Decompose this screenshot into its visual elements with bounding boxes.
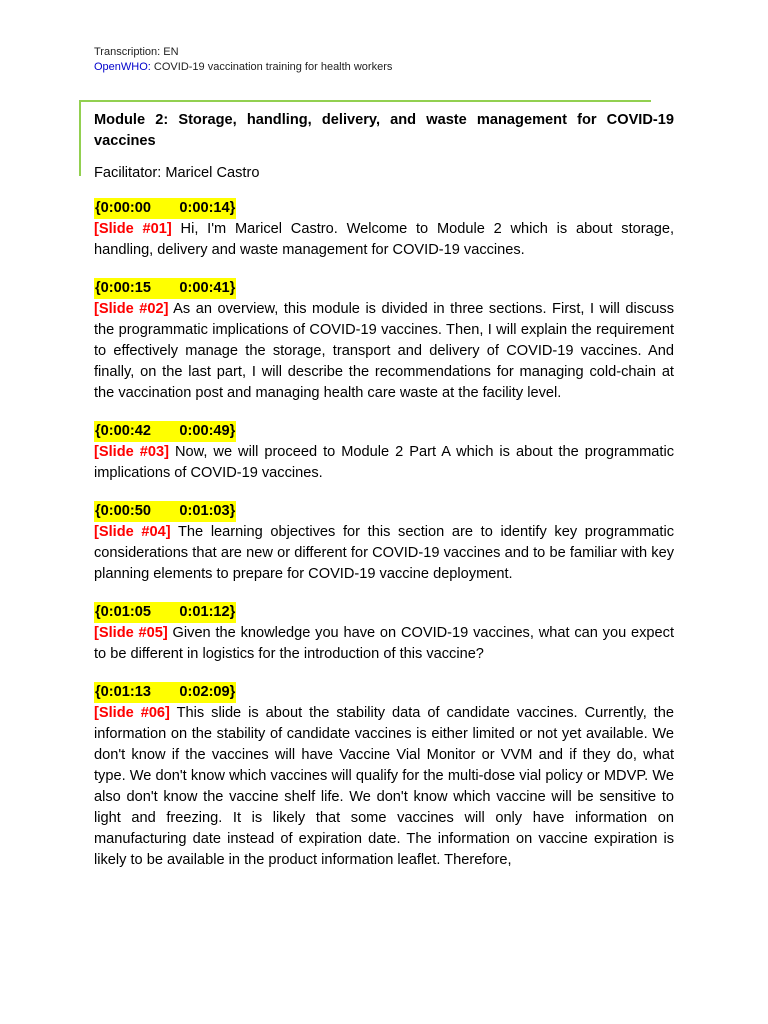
transcript-segment <box>94 602 674 665</box>
timestamp: {0:00:50 0:01:03} <box>94 501 236 522</box>
slide-label: [Slide #02] <box>94 301 169 317</box>
transcript-segment <box>94 278 674 404</box>
transcript-segment <box>94 198 674 261</box>
segment-body: The learning objectives for this section are to identify key programmatic considerations that are new or different for COVID-19 vaccines and to be familiar with key planning elements to prepare for COVID-19 vaccine deployment. <box>94 524 674 582</box>
slide-label: [Slide #06] <box>94 705 170 721</box>
segment-text <box>94 299 674 404</box>
segment-body: As an overview, this module is divided in three sections. First, I will discuss the programmatic implications of COVID-19 vaccines. Then, I will explain the requirement to effectively manage the storage, transport and delivery of COVID-19 vaccines. And finally, on the last part, I will describe the recommendations for managing cold-chain at the vaccination post and managing health care waste at the facility level. <box>94 301 674 401</box>
green-rule-left <box>79 100 81 176</box>
course-line <box>94 60 392 75</box>
slide-label: [Slide #01] <box>94 221 172 237</box>
timestamp: {0:01:13 0:02:09} <box>94 682 236 703</box>
transcription-label: Transcription: EN <box>94 46 179 58</box>
segment-body: Given the knowledge you have on COVID-19 vaccines, what can you expect to be different in logistics for the introduction of this vaccine? <box>94 625 674 662</box>
timestamp: {0:01:05 0:01:12} <box>94 602 236 623</box>
green-rule-top <box>79 100 651 102</box>
transcript-body <box>94 110 674 871</box>
transcript-segment <box>94 421 674 484</box>
slide-label: [Slide #04] <box>94 524 171 540</box>
transcript-segment <box>94 501 674 585</box>
facilitator-line: Facilitator: Maricel Castro <box>94 165 260 181</box>
segment-text <box>94 442 674 484</box>
segment-body: Now, we will proceed to Module 2 Part A which is about the programmatic implications of COVID-19 vaccines. <box>94 444 674 481</box>
timestamp: {0:00:15 0:00:41} <box>94 278 236 299</box>
course-title: COVID-19 vaccination training for health workers <box>153 61 393 73</box>
segment-text <box>94 219 674 261</box>
slide-label: [Slide #05] <box>94 625 168 641</box>
segment-body: This slide is about the stability data of candidate vaccines. Currently, the information on the stability of candidate vaccines is either limited or not yet available. We don't know if the vaccines will have Vaccine Vial Monitor or VVM and if they do, what type. We don't know which vaccines will qualify for the multi-dose vial policy or MDVP. We also don't know the vaccine shelf life. We don't know which vaccine will be sensitive to light and freezing. It is likely that some vaccines will only have information on manufacturing date instead of expiration date. The information on vaccine expiration is likely to be available in the product information leaflet. Therefore, <box>94 705 674 868</box>
page-header <box>94 45 392 75</box>
segment-text <box>94 522 674 585</box>
transcript-segment <box>94 682 674 871</box>
source-link[interactable]: OpenWHO: <box>94 61 151 73</box>
segment-text <box>94 623 674 665</box>
segment-text <box>94 703 674 871</box>
timestamp: {0:00:42 0:00:49} <box>94 421 236 442</box>
segment-body: Hi, I'm Maricel Castro. Welcome to Module 2 which is about storage, handling, delivery and waste management for COVID-19 vaccines. <box>94 221 675 258</box>
timestamp: {0:00:00 0:00:14} <box>94 198 236 219</box>
module-title: Module 2: Storage, handling, delivery, and waste management for COVID-19 vaccines <box>94 112 674 149</box>
slide-label: [Slide #03] <box>94 444 169 460</box>
